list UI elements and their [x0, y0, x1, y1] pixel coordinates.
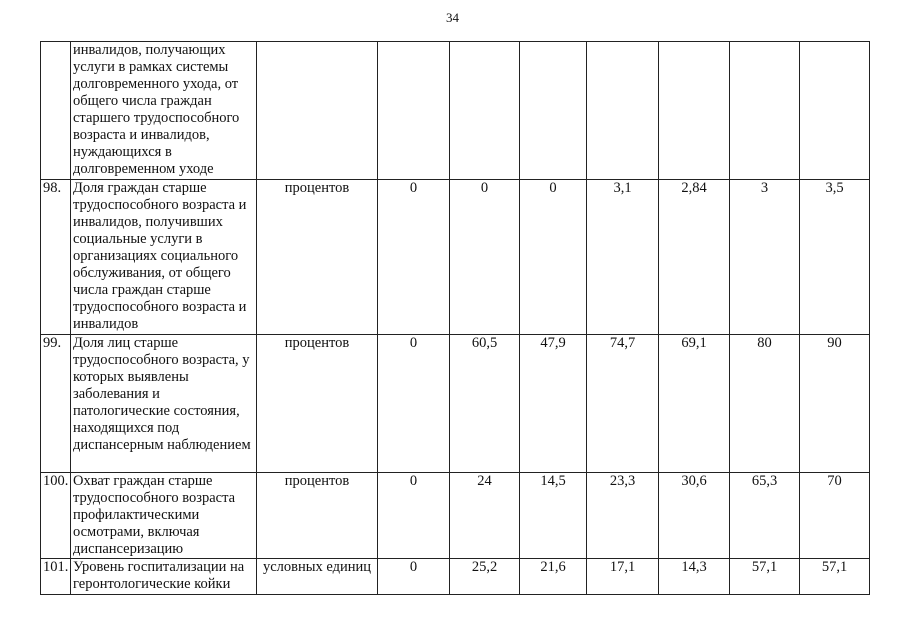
value-cell	[587, 42, 659, 180]
page-number: 34	[446, 10, 459, 25]
value-cell: 23,3	[587, 473, 659, 559]
value-cell	[730, 42, 800, 180]
value-cell: 47,9	[520, 335, 587, 473]
row-number: 99.	[41, 335, 71, 473]
row-number: 98.	[41, 180, 71, 335]
indicators-table	[40, 41, 870, 595]
value-cell: 14,3	[659, 559, 730, 595]
unit-cell: процентов	[257, 473, 378, 559]
value-cell: 0	[520, 180, 587, 335]
unit-cell	[257, 42, 378, 180]
value-cell	[520, 42, 587, 180]
unit-cell: процентов	[257, 180, 378, 335]
value-cell: 21,6	[520, 559, 587, 595]
value-cell: 65,3	[730, 473, 800, 559]
value-cell: 3,5	[800, 180, 870, 335]
value-cell: 0	[378, 335, 450, 473]
value-cell	[659, 42, 730, 180]
value-cell: 74,7	[587, 335, 659, 473]
value-cell	[800, 42, 870, 180]
indicator-description: инвалидов, получающих услуги в рамках системы долговременного ухода, от общего числа граждан старшего трудоспособного возраста и инвалидов, нуждающихся в долговременном уходе	[71, 42, 257, 180]
value-cell: 60,5	[450, 335, 520, 473]
value-cell: 30,6	[659, 473, 730, 559]
value-cell: 0	[450, 180, 520, 335]
indicator-description: Доля лиц старше трудоспособного возраста, у которых выявлены заболевания и патологические состояния, находящихся под диспансерным наблюдением	[71, 335, 257, 473]
value-cell	[450, 42, 520, 180]
value-cell: 24	[450, 473, 520, 559]
value-cell: 0	[378, 559, 450, 595]
value-cell: 0	[378, 473, 450, 559]
value-cell: 14,5	[520, 473, 587, 559]
value-cell: 3	[730, 180, 800, 335]
table-row	[41, 335, 870, 473]
table-row	[41, 42, 870, 180]
value-cell: 90	[800, 335, 870, 473]
value-cell: 25,2	[450, 559, 520, 595]
row-number: 100.	[41, 473, 71, 559]
value-cell: 17,1	[587, 559, 659, 595]
table-row	[41, 180, 870, 335]
table-row	[41, 559, 870, 595]
table-row	[41, 473, 870, 559]
unit-cell: процентов	[257, 335, 378, 473]
value-cell	[378, 42, 450, 180]
indicator-description: Доля граждан старше трудоспособного возраста и инвалидов, получивших социальные услуги в организациях социального обслуживания, от общего числа граждан старше трудоспособного возраста и инвалидов	[71, 180, 257, 335]
indicator-description: Уровень госпитализации на геронтологические койки	[71, 559, 257, 595]
value-cell: 0	[378, 180, 450, 335]
row-number	[41, 42, 71, 180]
value-cell: 80	[730, 335, 800, 473]
unit-cell: условных единиц	[257, 559, 378, 595]
value-cell: 70	[800, 473, 870, 559]
row-number: 101.	[41, 559, 71, 595]
value-cell: 2,84	[659, 180, 730, 335]
value-cell: 69,1	[659, 335, 730, 473]
value-cell: 57,1	[800, 559, 870, 595]
indicator-description: Охват граждан старше трудоспособного возраста профилактическими осмотрами, включая диспансеризацию	[71, 473, 257, 559]
value-cell: 57,1	[730, 559, 800, 595]
value-cell: 3,1	[587, 180, 659, 335]
